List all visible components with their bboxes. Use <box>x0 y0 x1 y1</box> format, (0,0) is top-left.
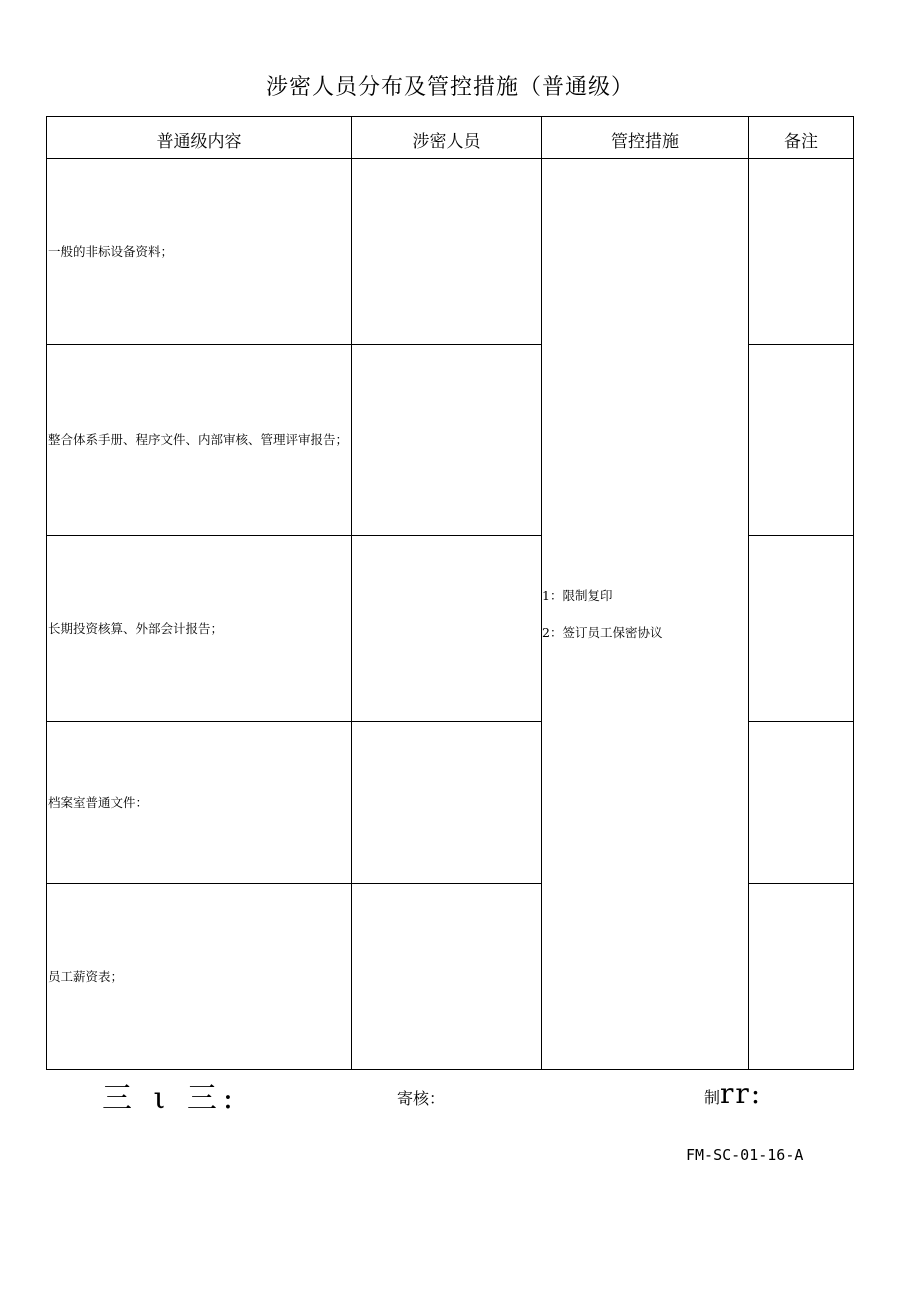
form-code: FM-SC-01-16-A <box>686 1146 804 1164</box>
remarks-cell <box>749 159 854 345</box>
personnel-cell <box>352 159 542 345</box>
content-cell: 员工薪资表； <box>47 884 352 1070</box>
remarks-cell <box>749 722 854 884</box>
measure-item: 2：签订员工保密协议 <box>542 625 663 640</box>
content-cell: 整合体系手册、程序文件、内部审核、管理评审报告； <box>47 345 352 536</box>
content-cell: 长期投资核算、外部会计报告； <box>47 536 352 722</box>
header-personnel: 涉密人员 <box>352 117 542 159</box>
maker-label: 制 <box>704 1088 721 1107</box>
document-title: 涉密人员分布及管控措施（普通级） <box>265 75 634 100</box>
personnel-cell <box>352 884 542 1070</box>
header-remarks: 备注 <box>749 117 854 159</box>
table-row <box>47 159 854 345</box>
personnel-cell <box>352 536 542 722</box>
measure-item: 1：限制复印 <box>542 588 613 603</box>
personnel-cell <box>352 722 542 884</box>
confidential-personnel-table <box>46 116 854 1070</box>
content-cell: 一般的非标设备资料； <box>47 159 352 345</box>
remarks-cell <box>749 884 854 1070</box>
maker-signature <box>704 1077 762 1110</box>
handwritten-approver: 三 ι 三: <box>102 1081 239 1116</box>
header-content: 普通级内容 <box>47 117 352 159</box>
review-label: 寄核： <box>397 1089 446 1108</box>
maker-handwriting: rr: <box>720 1077 763 1110</box>
table-header-row <box>47 117 854 159</box>
remarks-cell <box>749 536 854 722</box>
content-cell: 档案室普通文件： <box>47 722 352 884</box>
personnel-cell <box>352 345 542 536</box>
remarks-cell <box>749 345 854 536</box>
measures-cell <box>542 159 749 1070</box>
header-measures: 管控措施 <box>542 117 749 159</box>
